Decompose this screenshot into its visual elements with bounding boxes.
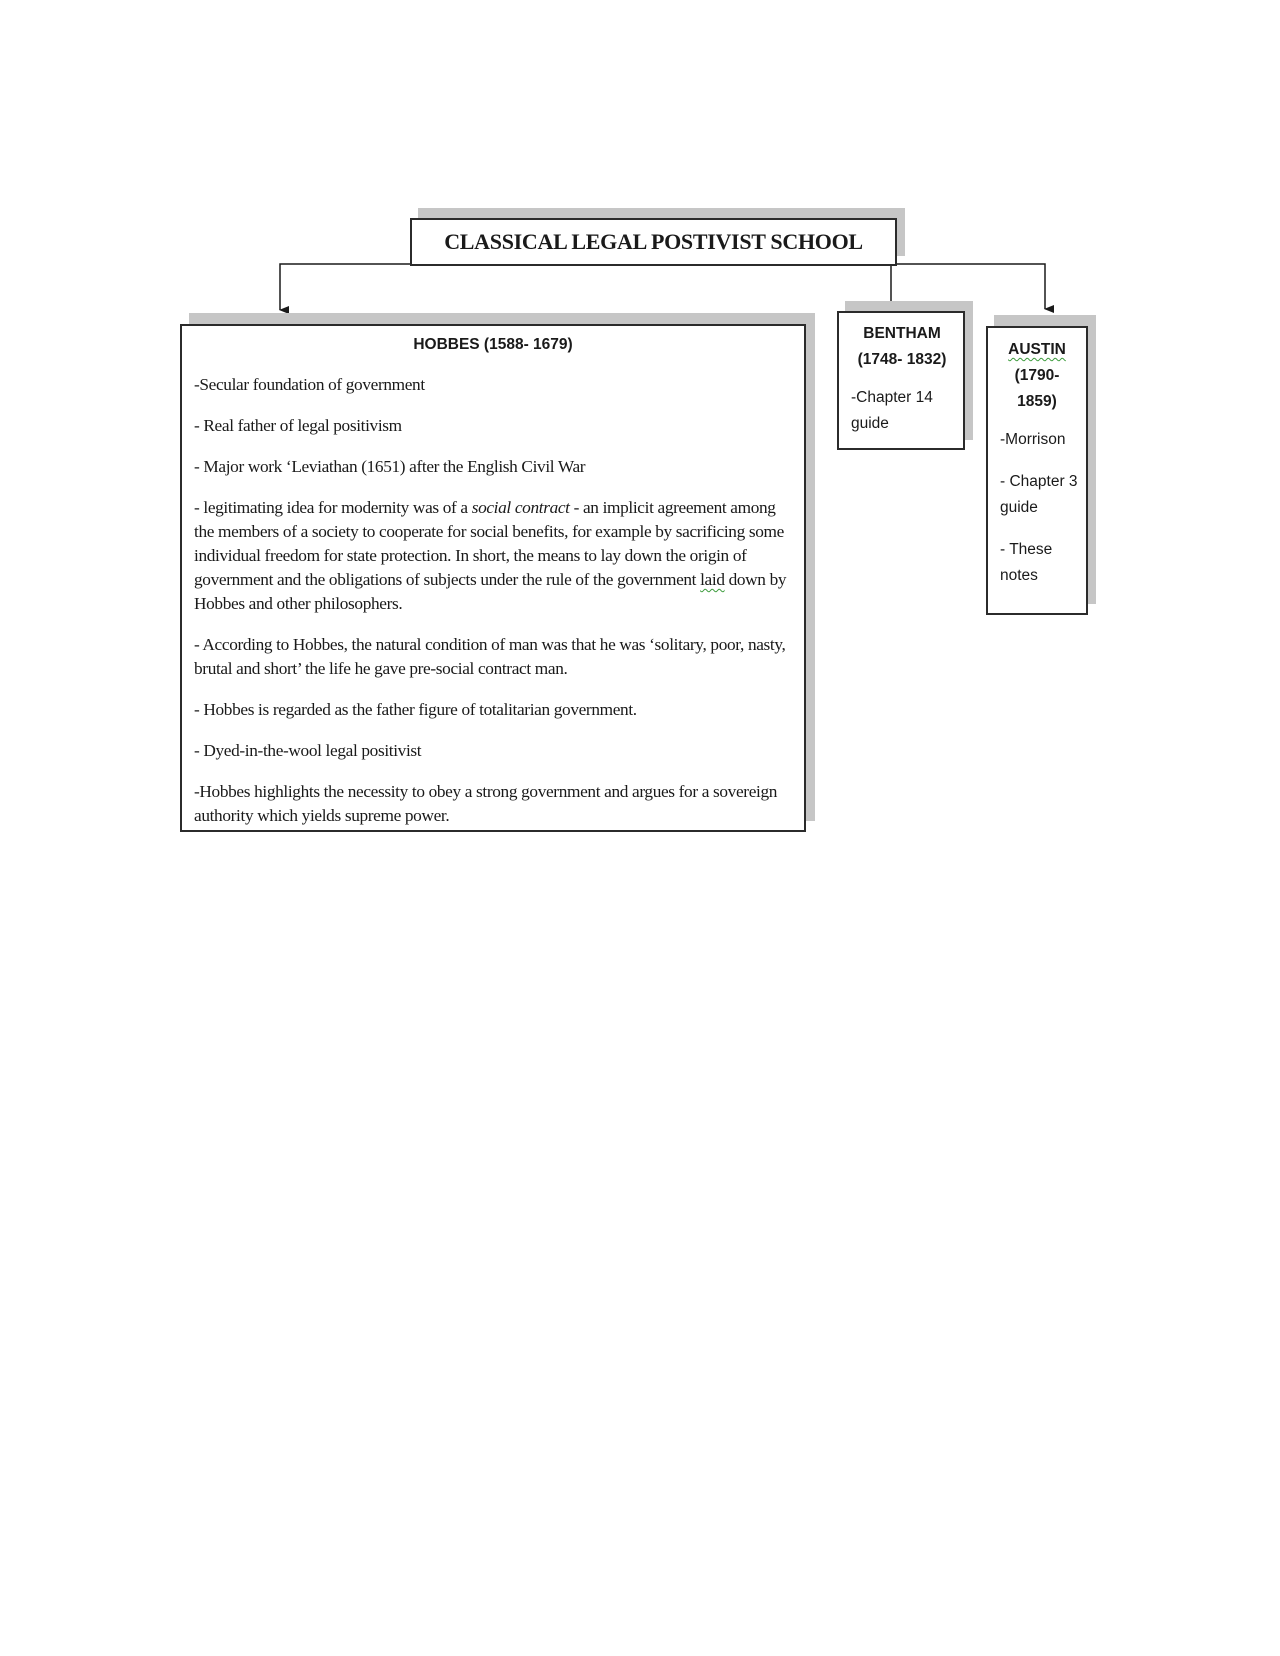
hobbes-point-1: -Secular foundation of government [194, 375, 425, 394]
bentham-node [837, 311, 965, 450]
hobbes-point-3: - Major work ‘Leviathan (1651) after the English Civil War [194, 457, 586, 476]
austin-item-1: -Morrison [1000, 431, 1066, 448]
diagram-title: CLASSICAL LEGAL POSTIVIST SCHOOL [444, 229, 863, 254]
hobbes-point-4-spellcheck-word: laid [700, 570, 725, 589]
austin-heading [1000, 337, 1080, 415]
austin-item-2: - Chapter 3 guide [1000, 473, 1078, 516]
title-node [410, 218, 897, 266]
austin-node [986, 326, 1088, 615]
hobbes-point-5: - According to Hobbes, the natural condition of man was that he was ‘solitary, poor, nasty, brutal and short’ the life he gave pre-social contract man. [194, 635, 786, 678]
austin-name: AUSTIN [1008, 341, 1066, 358]
hobbes-heading: HOBBES (1588- 1679) [413, 336, 573, 353]
hobbes-point-4-part-a: - legitimating idea for modernity was of a [194, 498, 472, 517]
bentham-name: BENTHAM [863, 325, 941, 342]
hobbes-point-8: -Hobbes highlights the necessity to obey a strong government and argues for a sovereign authority which yields supreme power. [194, 782, 778, 825]
hobbes-point-6: - Hobbes is regarded as the father figure of totalitarian government. [194, 700, 637, 719]
hobbes-point-4-part-c: down by Hobbes and other philosophers. [194, 570, 787, 613]
hobbes-point-4 [194, 496, 792, 616]
bentham-years: (1748- 1832) [857, 351, 947, 368]
connector-to-hobbes [280, 264, 410, 310]
austin-years: (1790- 1859) [1014, 367, 1060, 410]
bentham-heading [851, 321, 953, 373]
hobbes-point-2: - Real father of legal positivism [194, 416, 402, 435]
hobbes-point-7: - Dyed-in-the-wool legal positivist [194, 741, 422, 760]
hobbes-node [180, 324, 806, 832]
bentham-item-1: -Chapter 14 guide [851, 389, 933, 432]
hobbes-point-4-part-b: - an implicit agreement among the members of a society to cooperate for social benefits, for example by sacrificing some individual freedom for state protection. In short, the means to lay down the origin of government and the obligations of subjects under the rule of the government [194, 498, 784, 589]
austin-item-3: - These notes [1000, 541, 1053, 584]
hobbes-point-4-italic: social contract [471, 498, 570, 517]
